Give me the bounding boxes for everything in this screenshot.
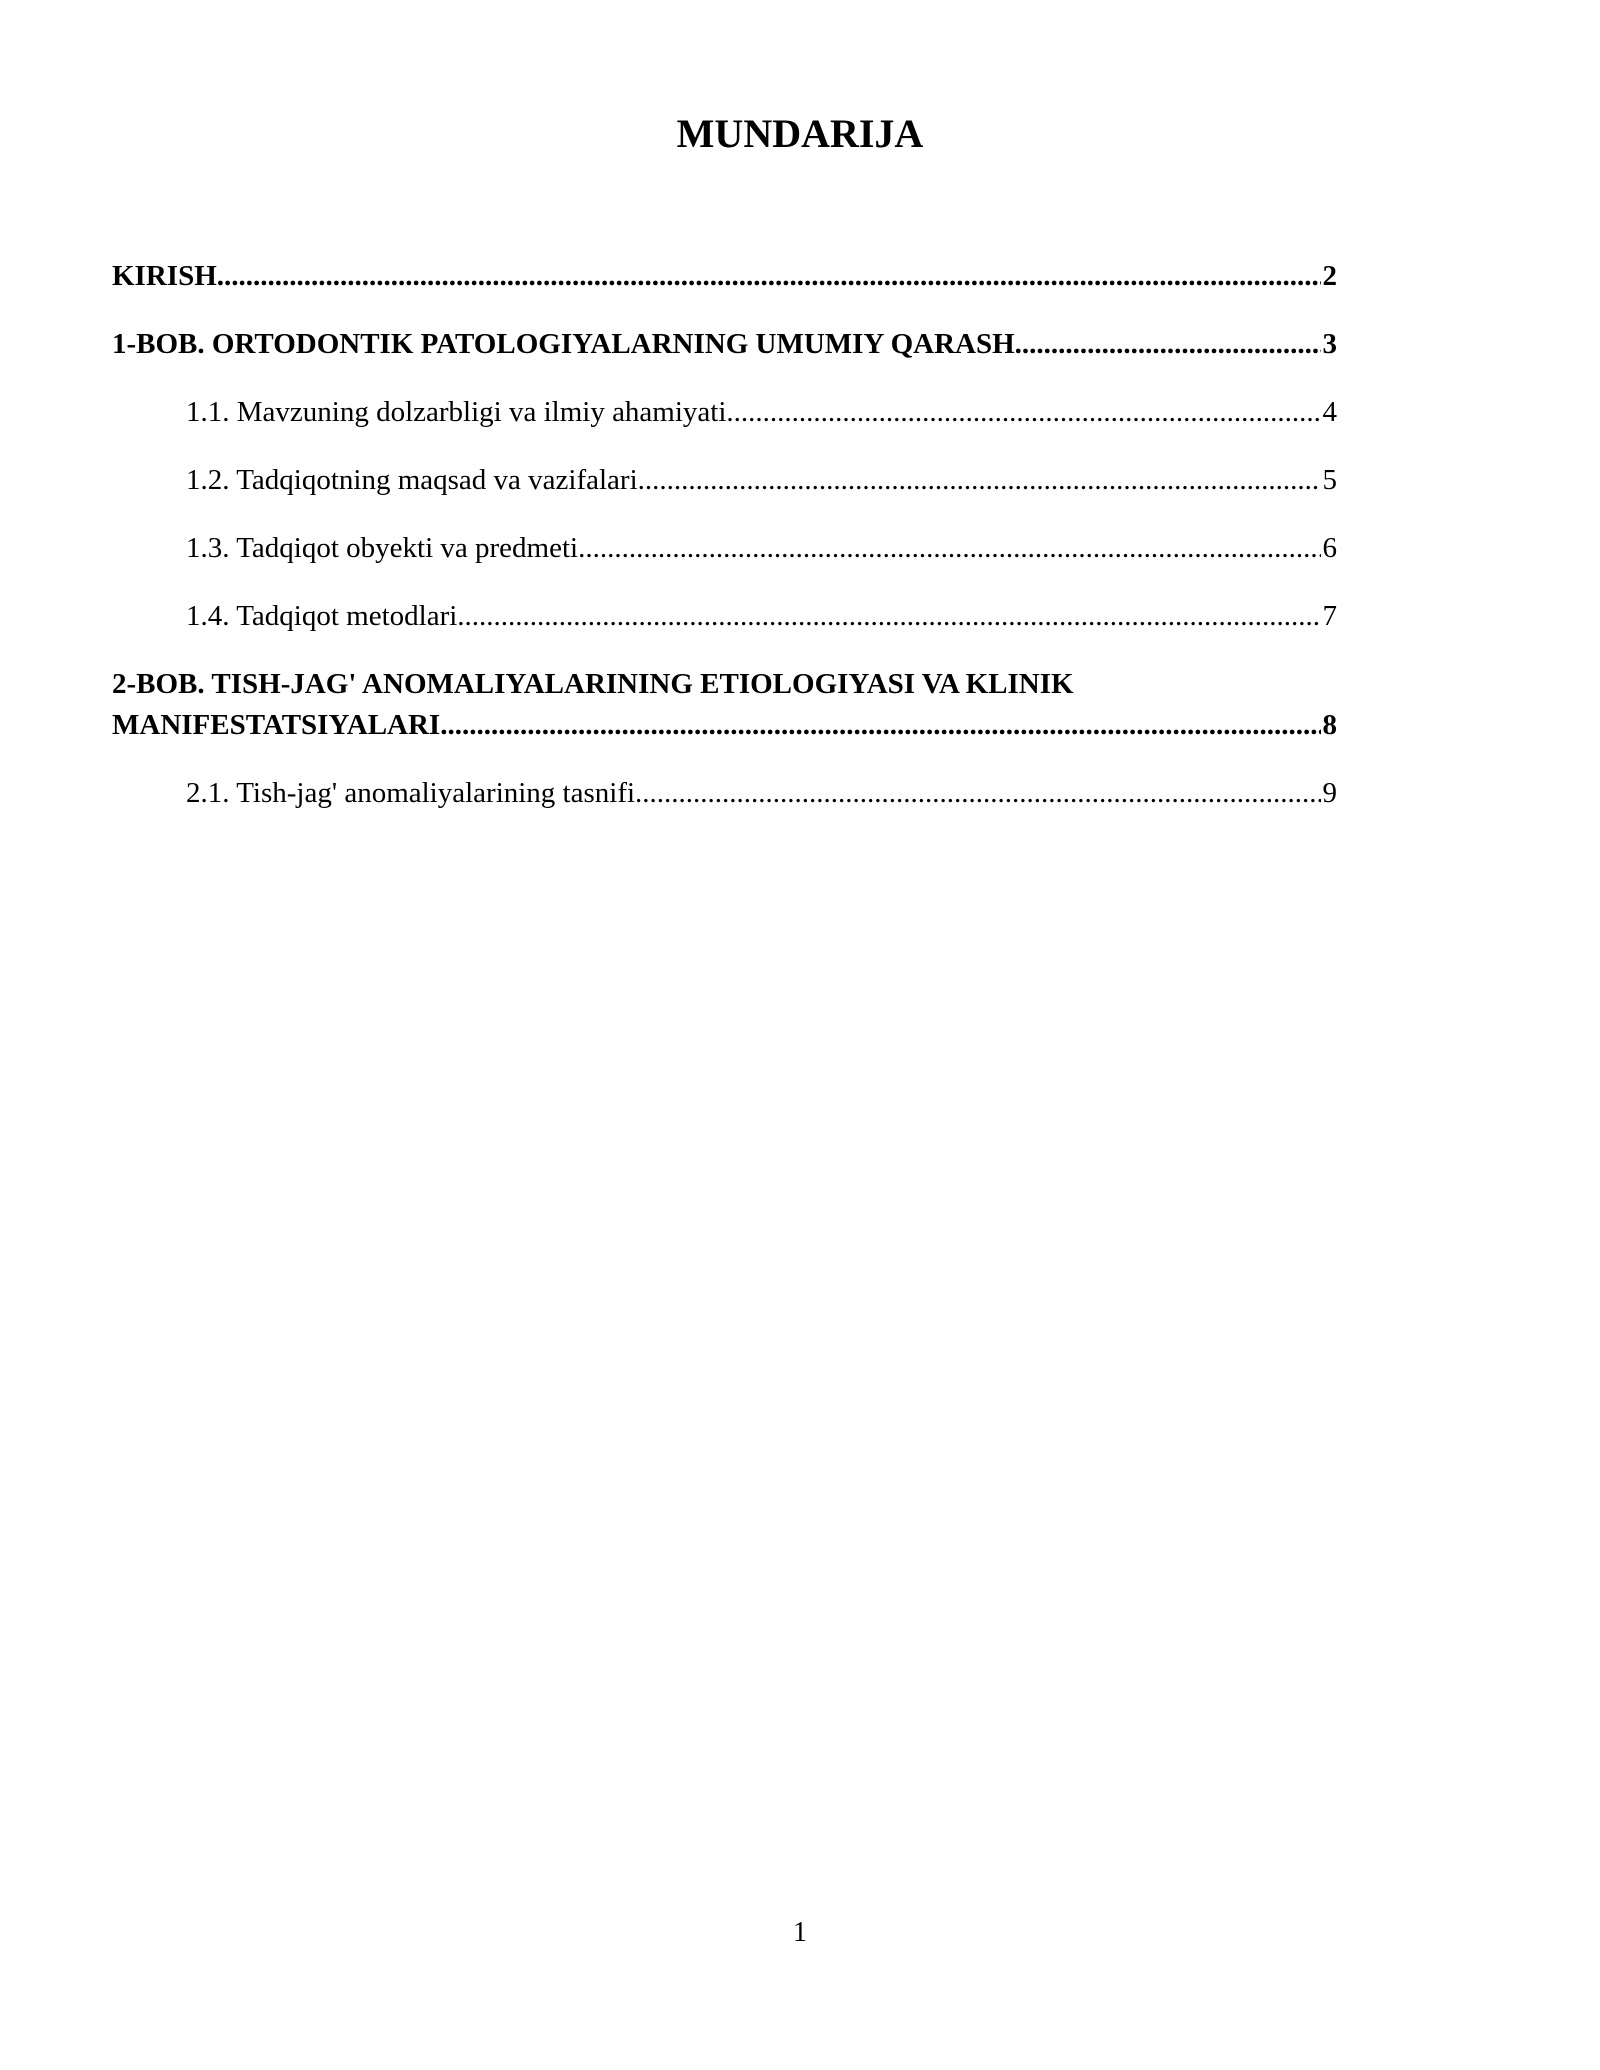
toc-entry-section-1-2[interactable] <box>112 460 1337 501</box>
toc-entry-chapter-1[interactable] <box>112 324 1337 365</box>
toc-entry-page: 4 <box>1322 396 1337 428</box>
toc-entry-page: 3 <box>1322 328 1337 360</box>
page-number: 1 <box>793 1917 807 1948</box>
toc-entry-page: 9 <box>1322 777 1337 809</box>
toc-entry-section-1-3[interactable] <box>112 528 1337 569</box>
toc-entry-kirish[interactable] <box>112 256 1337 297</box>
dot-leader <box>1015 324 1321 365</box>
toc-entry-title: KIRISH <box>112 260 217 292</box>
dot-leader <box>726 392 1320 433</box>
table-of-contents <box>112 256 1337 841</box>
toc-entry-title: 1.4. Tadqiqot metodlari <box>186 600 458 632</box>
toc-entry-title: 1-BOB. ORTODONTIK PATOLOGIYALARNING UMUMIY QARASH <box>112 328 1015 360</box>
dot-leader <box>440 705 1320 746</box>
toc-entry-page: 8 <box>1322 709 1337 741</box>
dot-leader <box>638 460 1321 501</box>
toc-entry-title: 1.2. Tadqiqotning maqsad va vazifalari <box>186 464 638 496</box>
toc-entry-title-line2: MANIFESTATSIYALARI <box>112 709 441 741</box>
dot-leader <box>457 596 1320 637</box>
dot-leader <box>217 256 1321 297</box>
dot-leader <box>635 773 1320 814</box>
toc-entry-page: 7 <box>1322 600 1337 632</box>
toc-entry-section-1-4[interactable] <box>112 596 1337 637</box>
toc-entry-chapter-2[interactable] <box>112 664 1337 746</box>
page-title: MUNDARIJA <box>676 111 924 156</box>
toc-entry-section-1-1[interactable] <box>112 392 1337 433</box>
toc-entry-title: 2.1. Tish-jag' anomaliyalarining tasnifi <box>186 777 636 809</box>
toc-entry-title: 1.3. Tadqiqot obyekti va predmeti <box>186 532 579 564</box>
toc-entry-section-2-1[interactable] <box>112 773 1337 814</box>
toc-entry-page: 2 <box>1322 260 1337 292</box>
toc-entry-page: 5 <box>1322 464 1337 496</box>
toc-entry-title: 1.1. Mavzuning dolzarbligi va ilmiy ahamiyati <box>186 396 727 428</box>
dot-leader <box>578 528 1320 569</box>
toc-entry-title-line1: 2-BOB. TISH-JAG' ANOMALIYALARINING ETIOLOGIYASI VA KLINIK <box>112 668 1074 700</box>
toc-entry-page: 6 <box>1322 532 1337 564</box>
